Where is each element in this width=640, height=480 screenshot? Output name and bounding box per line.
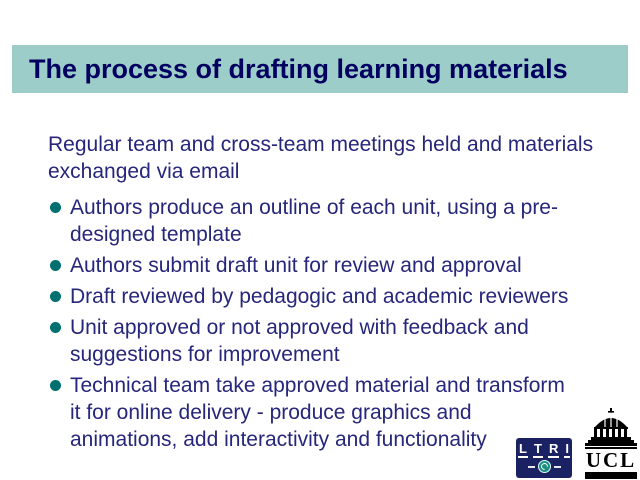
dash-icon bbox=[528, 466, 535, 468]
bullet-text: Technical team take approved material and transform it for online delivery - produce graphics and animations, add interactivity and functionality bbox=[70, 374, 565, 451]
bullet-icon bbox=[50, 260, 61, 271]
bullet-icon bbox=[50, 202, 61, 213]
bullet-text: Authors produce an outline of each unit, using a pre- designed template bbox=[70, 196, 558, 246]
ltri-letter: T bbox=[533, 441, 542, 456]
bullet-icon bbox=[50, 291, 61, 302]
bullet-item bbox=[48, 314, 632, 368]
globe-icon bbox=[538, 460, 551, 473]
bullet-item bbox=[48, 194, 632, 248]
ucl-wordmark: UCL bbox=[585, 448, 637, 472]
title-bar bbox=[12, 45, 628, 93]
bullet-item bbox=[48, 283, 632, 310]
ucl-portico-icon bbox=[585, 408, 637, 446]
ucl-bar bbox=[585, 472, 637, 479]
ltri-emblem bbox=[516, 460, 572, 473]
ltri-letter: I bbox=[565, 441, 569, 456]
ltri-wordmark bbox=[516, 438, 572, 458]
bullet-icon bbox=[50, 380, 61, 391]
ltri-letter: R bbox=[548, 441, 559, 456]
bullet-item bbox=[48, 252, 632, 279]
ltri-letter: L bbox=[519, 441, 527, 456]
intro-text: Regular team and cross-team meetings held and materials exchanged via email bbox=[48, 133, 594, 183]
bullet-text: Unit approved or not approved with feedback and suggestions for improvement bbox=[70, 316, 529, 366]
dash-icon bbox=[554, 466, 561, 468]
ucl-logo bbox=[585, 408, 637, 478]
slide-body bbox=[48, 131, 632, 457]
bullet-list bbox=[48, 194, 632, 453]
bullet-text: Draft reviewed by pedagogic and academic reviewers bbox=[70, 285, 569, 308]
bullet-text: Authors submit draft unit for review and approval bbox=[70, 254, 522, 277]
slide-title: The process of drafting learning materials bbox=[29, 53, 568, 84]
bullet-icon bbox=[50, 322, 61, 333]
ltri-logo bbox=[516, 438, 572, 478]
